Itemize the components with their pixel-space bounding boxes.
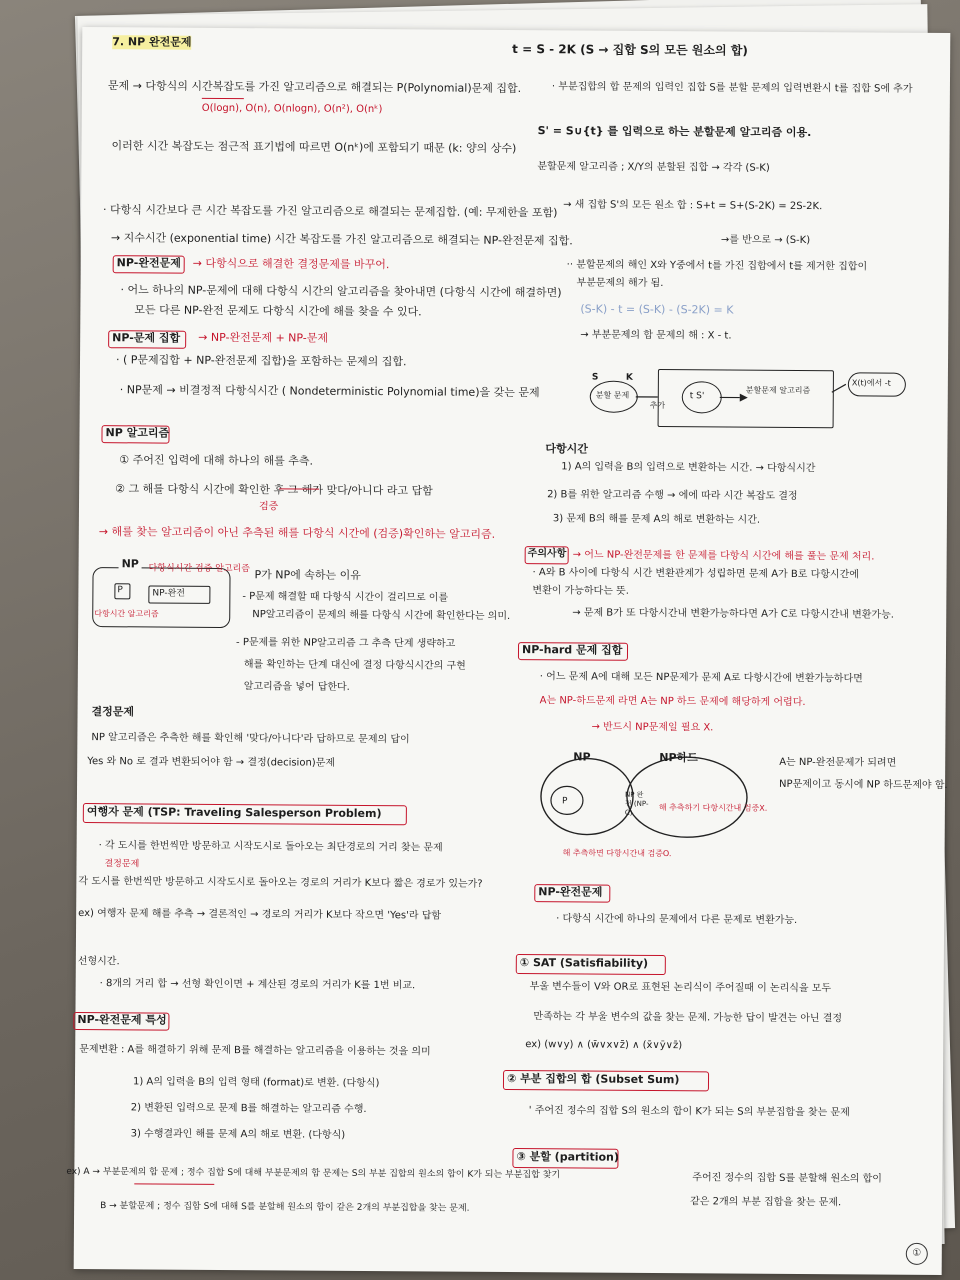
decision-line: Yes 와 No 로 결과 변환되어야 함 → 결정(decision)문제 [87,756,336,769]
reason-line: - P문제를 위한 NP알고리즘 그 추측 단계 생략하고 [236,637,456,650]
exp-line: · 다항식 시간보다 큰 시간 복잡도를 가진 알고리즘으로 해결되는 문제집합. (예: 무제한을 포함) [103,203,558,220]
complexity-list: O(logn), O(n), O(nlogn), O(n²), O(nᵏ) [201,102,383,116]
flow-s: S [591,372,599,383]
note-line: → 문제 B가 또 다항시간내 변환가능하다면 A가 C로 다항시간내 변환가능. [572,607,894,621]
reason-line: - P문제 해결할 때 다항식 시간이 걸리므로 이를 [242,591,449,604]
venn-side-note: A는 NP-완전문제가 되려면 [779,756,897,769]
reason-line: 알고리즘을 넣어 답한다. [243,681,350,693]
sat-line: 부울 변수들이 V와 OR로 표현된 논리식이 주어질때 이 논리식을 모두 [529,981,832,995]
npc2-line: · 다항식 시간에 하나의 문제에서 다른 문제로 변환가능. [556,913,798,926]
np-alg-label: NP 알고리즘 [105,426,170,440]
flow-node-label: t S' [689,391,705,402]
np-set-label: NP-문제 집합 [112,331,181,345]
np-alg-step: ② 그 해를 다항식 시간에 확인한 후 그 해가 맞다/아니다 라고 답함 [115,482,433,498]
tsp-note: 결정문제 [104,859,140,870]
t-equation: t = S - 2K (S → 집합 S의 모든 원소의 합) [512,41,748,58]
page-number: ① [906,1243,928,1265]
poly-label: 다항시간 [545,442,588,456]
np-alg-summary: → 해를 찾는 알고리즘이 아닌 추측된 해를 다항식 시간에 (검증)확인하는 알고리즘. [98,525,496,541]
partition-line: 주어진 정수의 집합 S를 분할해 원소의 합이 [692,1172,883,1185]
partition-line: 같은 2개의 부분 집합을 찾는 문제. [690,1196,842,1209]
np-alg-step: ① 주어진 입력에 대해 하나의 해를 추측. [119,453,314,468]
note-line: · A와 B 사이에 다항식 시간 변환관계가 성립하면 문제 A가 B로 다항시간에 [532,567,859,581]
venn-nphard-label: NP하드 [659,751,698,765]
reason-line: NP알고리즘이 문제의 해를 다항식 시간에 확인한다는 의미. [252,609,511,622]
right-line: → 새 집합 S'의 모든 원소 합 : S+t = S+(S-2K) = 2S-2K. [563,199,823,213]
note-page [66,27,951,1275]
npc-prop-line: 문제변환 : A를 해결하기 위해 문제 B를 해결하는 알고리즘을 이용하는 것을 의미 [79,1043,431,1058]
tsp-line: · 각 도시를 한번씩만 방문하고 시작도시로 돌아오는 최단경로의 거리 찾는 문제 [98,840,443,854]
tsp-label: 여행자 문제 (TSP: Traveling Salesperson Problem) [86,805,382,821]
p-box-label: P [117,585,123,596]
right-line: →를 반으로 → (S-K) [720,234,811,247]
right-line: ·· 분할문제의 해인 X와 Y중에서 t를 가진 집합에서 t를 제거한 집합이 [566,259,868,273]
np-set-line: · ( P문제집합 + NP-완전문제 집합)을 포함하는 문제의 집합. [115,353,407,369]
tsp-line: 선형시간. [77,955,120,968]
decision-line: NP 알고리즘은 추측한 해를 확인해 '맞다/아니다'라 답하므로 문제의 답이 [91,732,410,746]
note-line: 변환이 가능하다는 뜻. [532,585,629,597]
flow-node-label: 분할 문제 [595,390,630,400]
np-set-note: → NP-완전문제 + NP-문제 [198,330,329,345]
nphard-line: · 어느 문제 A에 대해 모든 NP문제가 문제 A로 다항시간에 변환가능하다면 [539,671,863,685]
exp-line: → 지수시간 (exponential time) 시간 복잡도를 가진 알고리즘으로 해결되는 NP-완전문제 집합. [110,231,573,248]
right-line: 분할문제 알고리즘 ; X/Y의 분할된 집합 → 각각 (S-K) [537,161,770,174]
np-set-line: · NP문제 → 비결정적 다항식시간 ( Nondeterministic Polynomial time)을 갖는 문제 [119,383,540,400]
venn-note: 해 추측하기 다항시간내 검증X. [658,803,768,813]
npc-prop-step: 2) 변환된 입력으로 문제 B를 해결하는 알고리즘 수행. [130,1102,367,1115]
np-alg-note: 검증 [258,501,279,513]
flow-add: 추가 [649,400,666,411]
venn-p-label: P [561,796,568,807]
note-label: 주의사항 [527,548,567,560]
poly-step: 1) A의 입력을 B의 입력으로 변환하는 시간. → 다항식시간 [561,461,816,475]
diagram-note: 다항시간 알고리즘 [94,609,159,619]
npc2-label: NP-완전문제 [538,885,603,899]
right-line: 부분문제의 해가 됨. [576,277,664,290]
sat-label: ① SAT (Satisfiability) [519,956,649,970]
flow-k: K [625,372,633,383]
note-line: → 어느 NP-완전문제를 한 문제를 다항식 시간에 해를 풀는 문제 처리. [572,549,875,563]
venn-side-note: NP문제이고 동시에 NP 하드문제야 함. [779,778,948,792]
flow-node-label: 분할문제 알고리즘 [745,385,811,396]
diagram-note: 다항식시간 검증 알고리즘 [148,563,250,575]
venn-note: 해 추측하면 다항시간내 검증O. [562,848,672,859]
npc-box-label: NP-완전 [152,588,186,599]
partition-label: ③ 분할 (partition) [516,1150,619,1164]
reason-title: P가 NP에 속하는 이유 [254,568,361,582]
tsp-line: · 8개의 거리 합 → 선형 확인이면 + 계산된 경로의 거리가 K를 1번 비교. [99,978,416,992]
npc-note: → 다항식으로 해결한 결정문제를 바꾸어. [192,256,390,272]
venn-npc-label: NP 완전 (NP-C) [624,790,649,817]
flow-node-label: X(t)에서 -t [851,378,891,388]
example-line: B → 분할문제 ; 정수 집합 S에 대해 S를 분할해 원소의 합이 같은 2개의 부분집합을 찾는 문제. [100,1201,470,1214]
npc-prop-step: 1) A의 입력을 B의 입력 형태 (format)로 변환. (다항식) [132,1076,380,1090]
decision-label: 결정문제 [91,705,135,719]
nphard-line: A는 NP-하드문제 라면 A는 NP 하드 문제에 해당하게 어렵다. [539,695,806,709]
sat-line: 만족하는 각 부울 변수의 값을 찾는 문제. 가능한 답이 발견는 아닌 결정 [533,1011,843,1025]
npc-desc: 모든 다른 NP-완전 문제도 다항식 시간에 해를 찾을 수 있다. [134,303,422,319]
underline [134,1183,214,1185]
np-diagram-label: NP [119,557,142,571]
npc-prop-label: NP-완전문제 특성 [77,1012,167,1027]
npc-desc: · 어느 하나의 NP-문제에 대해 다항식 시간의 알고리즘을 찾아내면 (다항식 시간에 해결하면) [120,283,562,300]
subset-line: ' 주어진 정수의 집합 S의 원소의 합이 K가 되는 S의 부분집합을 찾는 문제 [528,1105,850,1119]
tsp-line: ex) 여행자 문제 해를 추측 → 결론적인 → 경로의 거리가 K보다 작으면 'Yes'라 답함 [78,907,442,922]
npc-label: NP-완전문제 [116,256,181,270]
intro-line: 이러한 시간 복잡도는 점근적 표기법에 따르면 O(nᵏ)에 포함되기 때문 (k: 양의 상수) [111,139,517,156]
nphard-line: → 반드시 NP문제일 필요 X. [591,721,714,734]
tsp-line: 각 도시를 한번씩만 방문하고 시작도시로 돌아오는 경로의 거리가 K보다 짧은 경로가 있는가? [78,875,483,890]
right-line: · 부분집합의 합 문제의 입력인 집합 S를 분할 문제의 입력변환시 t를 집합 S에 추가 [551,81,913,95]
venn-np-label: NP [573,750,591,764]
sat-example: ex) (w∨y) ∧ (w̄∨x∨z̄) ∧ (x̄∨ȳ∨z̄) [525,1039,683,1052]
example-line: ex) A → 부분문제의 합 문제 ; 정수 집합 S에 대해 부분문제의 합 문제는 S의 부분 집합의 원소의 합이 K가 되는 부분집합 찾기 [66,1166,561,1181]
npc-prop-step: 3) 수행결과인 해를 문제 A의 해로 변환. (다항식) [130,1128,346,1141]
intro-line: 문제 → 다항식의 시간복잡도를 가진 알고리즘으로 해결되는 P(Polynomial)문제 집합. [107,79,522,96]
poly-step: 3) 문제 B의 해를 문제 A의 해로 변환하는 시간. [552,513,761,526]
subset-label: ② 부분 집합의 합 (Subset Sum) [506,1071,680,1087]
right-line: (S-K) - t = (S-K) - (S-2K) = K [580,302,734,317]
nphard-label: NP-hard 문제 집합 [521,643,623,657]
right-line: S' = S∪{t} 를 입력으로 하는 분할문제 알고리즘 이용. [537,124,812,140]
section-title: 7. NP 완전문제 [112,35,192,49]
right-line: → 부분문제의 합 문제의 해 : X - t. [580,329,732,342]
reason-line: 해를 확인하는 단계 대신에 결정 다항식시간의 구현 [243,659,466,672]
poly-step: 2) B를 위한 알고리즘 수행 → 에에 따라 시간 복잡도 결정 [547,489,798,502]
